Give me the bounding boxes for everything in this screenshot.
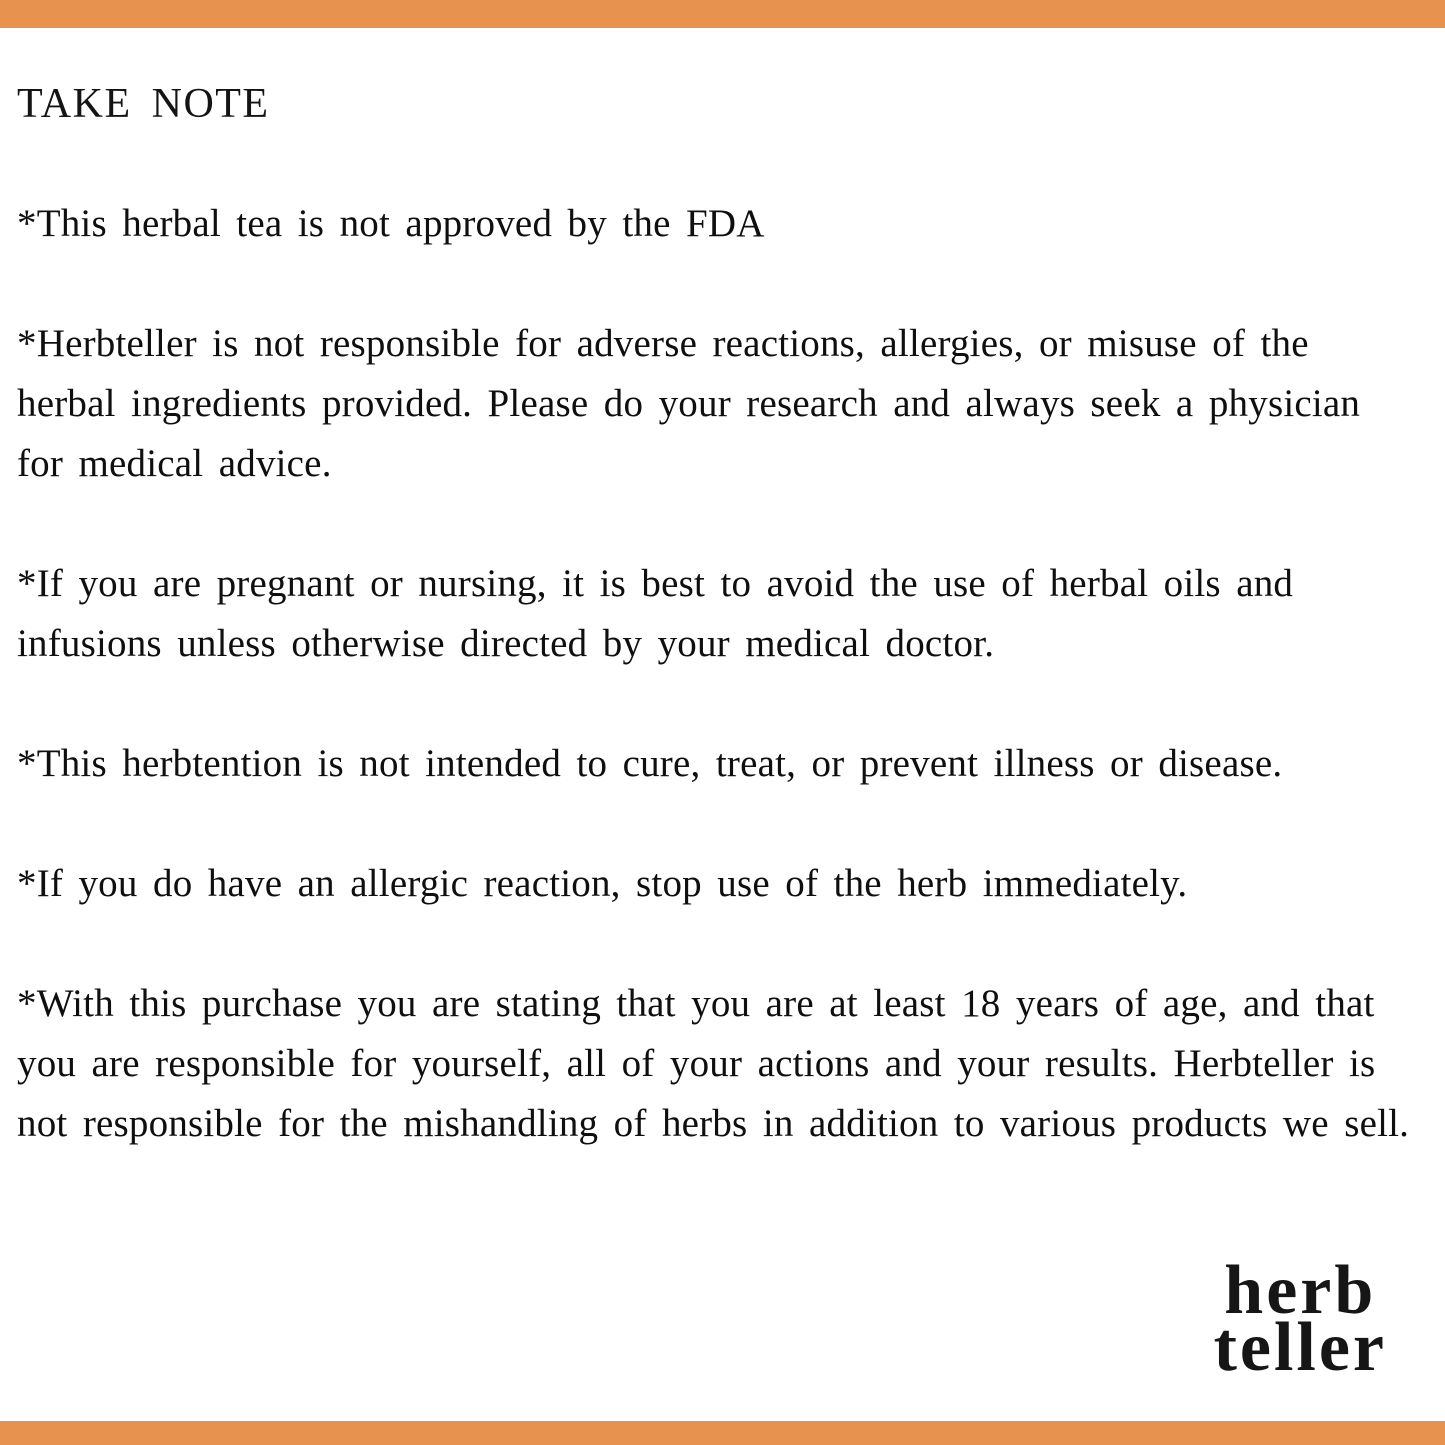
bottom-accent-bar <box>0 1421 1445 1445</box>
herbteller-logo <box>1213 1252 1387 1386</box>
disclaimer-paragraph-responsibility: *Herbteller is not responsible for adverse reactions, allergies, or misuse of the herbal ingredients provided. Please do your research and always seek a physician for medical advice. <box>17 322 1361 485</box>
disclaimer-paragraphs <box>17 194 1411 1154</box>
logo-line-herb: herb <box>1224 1252 1377 1329</box>
disclaimer-paragraph-no-cure: *This herbtention is not intended to cure, treat, or prevent illness or disease. <box>17 742 1283 785</box>
logo-line-teller: teller <box>1213 1309 1387 1386</box>
top-accent-bar <box>0 0 1445 28</box>
disclaimer-content <box>17 28 1411 1154</box>
disclaimer-paragraph-fda: *This herbal tea is not approved by the FDA <box>17 202 765 245</box>
disclaimer-paragraph-allergic-reaction: *If you do have an allergic reaction, stop use of the herb immediately. <box>17 862 1188 905</box>
disclaimer-paragraph-pregnancy: *If you are pregnant or nursing, it is best to avoid the use of herbal oils and infusions unless otherwise directed by your medical doctor. <box>17 562 1294 665</box>
page-title: TAKE NOTE <box>17 81 270 127</box>
disclaimer-paragraph-age-statement: *With this purchase you are stating that you are at least 18 years of age, and that you are responsible for yourself, all of your actions and your results. Herbteller is not responsible for the mishandling of herbs in addition to various products we sell. <box>17 982 1410 1145</box>
